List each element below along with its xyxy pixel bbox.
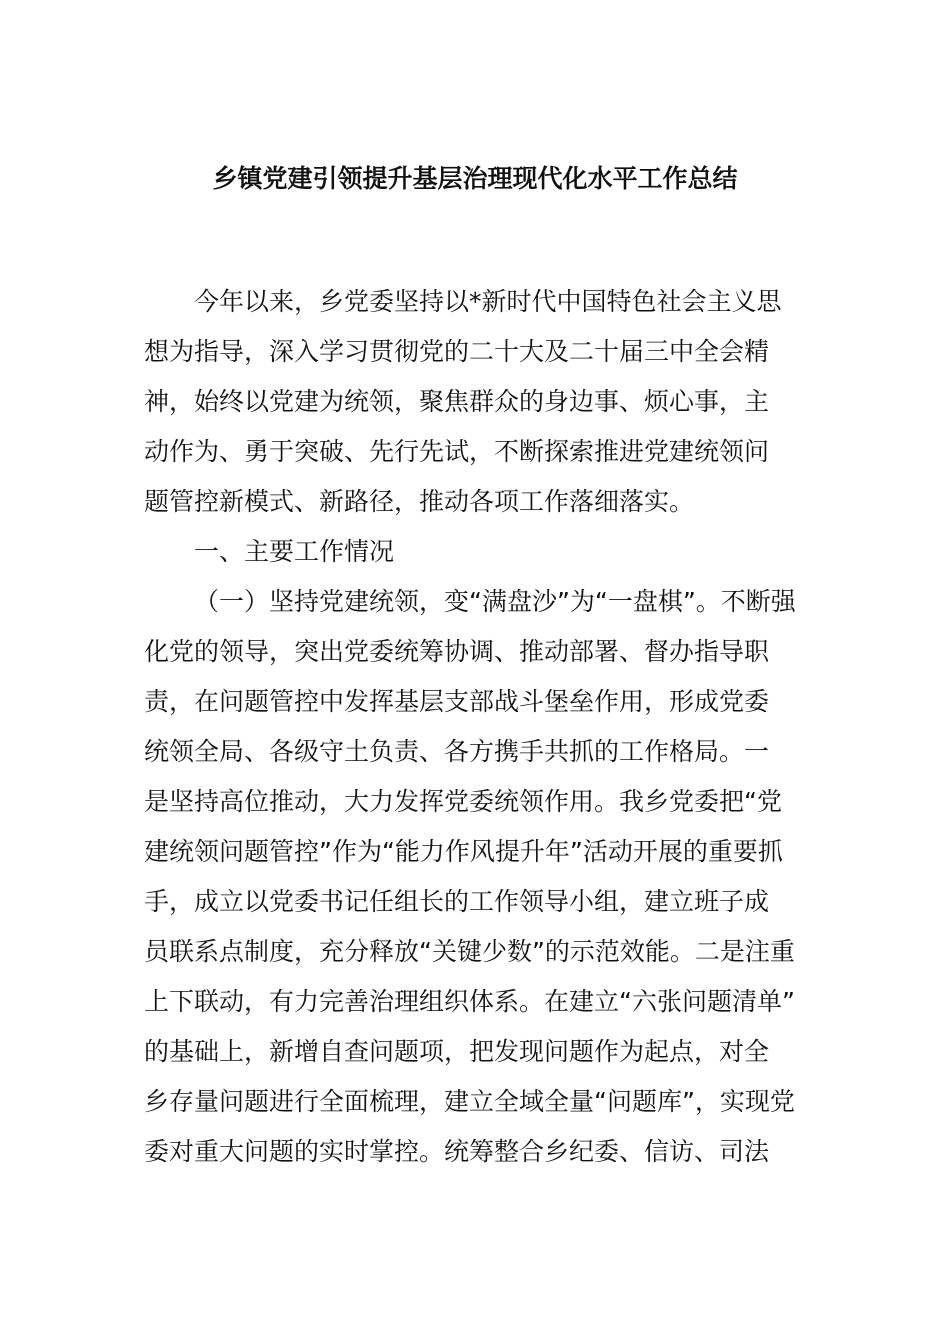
text-line: 手，成立以党委书记任组长的工作领导小组，建立班子成 bbox=[144, 887, 770, 916]
text-line: 题管控新模式、新路径，推动各项工作落细落实。 bbox=[144, 487, 695, 516]
text-line: 乡存量问题进行全面梳理，建立全域全量“问题库”，实现党 bbox=[144, 1087, 795, 1116]
document-title: 乡镇党建引领提升基层治理现代化水平工作总结 bbox=[212, 164, 738, 193]
text-line: 员联系点制度，充分释放“关键少数”的示范效能。二是注重 bbox=[144, 937, 795, 966]
text-line: 的基础上，新增自查问题项，把发现问题作为起点，对全 bbox=[144, 1037, 770, 1066]
text-line: 动作为、勇于突破、先行先试，不断探索推进党建统领问 bbox=[144, 437, 770, 466]
text-line: 今年以来，乡党委坚持以*新时代中国特色社会主义思 bbox=[194, 287, 782, 316]
text-line: 建统领问题管控”作为“能力作风提升年”活动开展的重要抓 bbox=[144, 837, 783, 866]
subsection-line: （一）坚持党建统领，变“满盘沙”为“一盘棋”。不断强 bbox=[194, 587, 796, 616]
text-line: 委对重大问题的实时掌控。统筹整合乡纪委、信访、司法 bbox=[144, 1137, 770, 1166]
text-line: 想为指导，深入学习贯彻党的二十大及二十届三中全会精 bbox=[144, 337, 770, 366]
document-body bbox=[144, 282, 808, 1182]
text-line: 责，在问题管控中发挥基层支部战斗堡垒作用，形成党委 bbox=[144, 687, 770, 716]
text-line: 是坚持高位推动，大力发挥党委统领作用。我乡党委把“党 bbox=[144, 787, 782, 816]
text-line: 统领全局、各级守土负责、各方携手共抓的工作格局。一 bbox=[144, 737, 770, 766]
text-line: 神，始终以党建为统领，聚焦群众的身边事、烦心事，主 bbox=[144, 387, 770, 416]
text-line: 化党的领导，突出党委统筹协调、推动部署、督办指导职 bbox=[144, 637, 770, 666]
text-line: 上下联动，有力完善治理组织体系。在建立“六张问题清单” bbox=[144, 987, 795, 1016]
section-heading: 一、主要工作情况 bbox=[194, 537, 395, 566]
